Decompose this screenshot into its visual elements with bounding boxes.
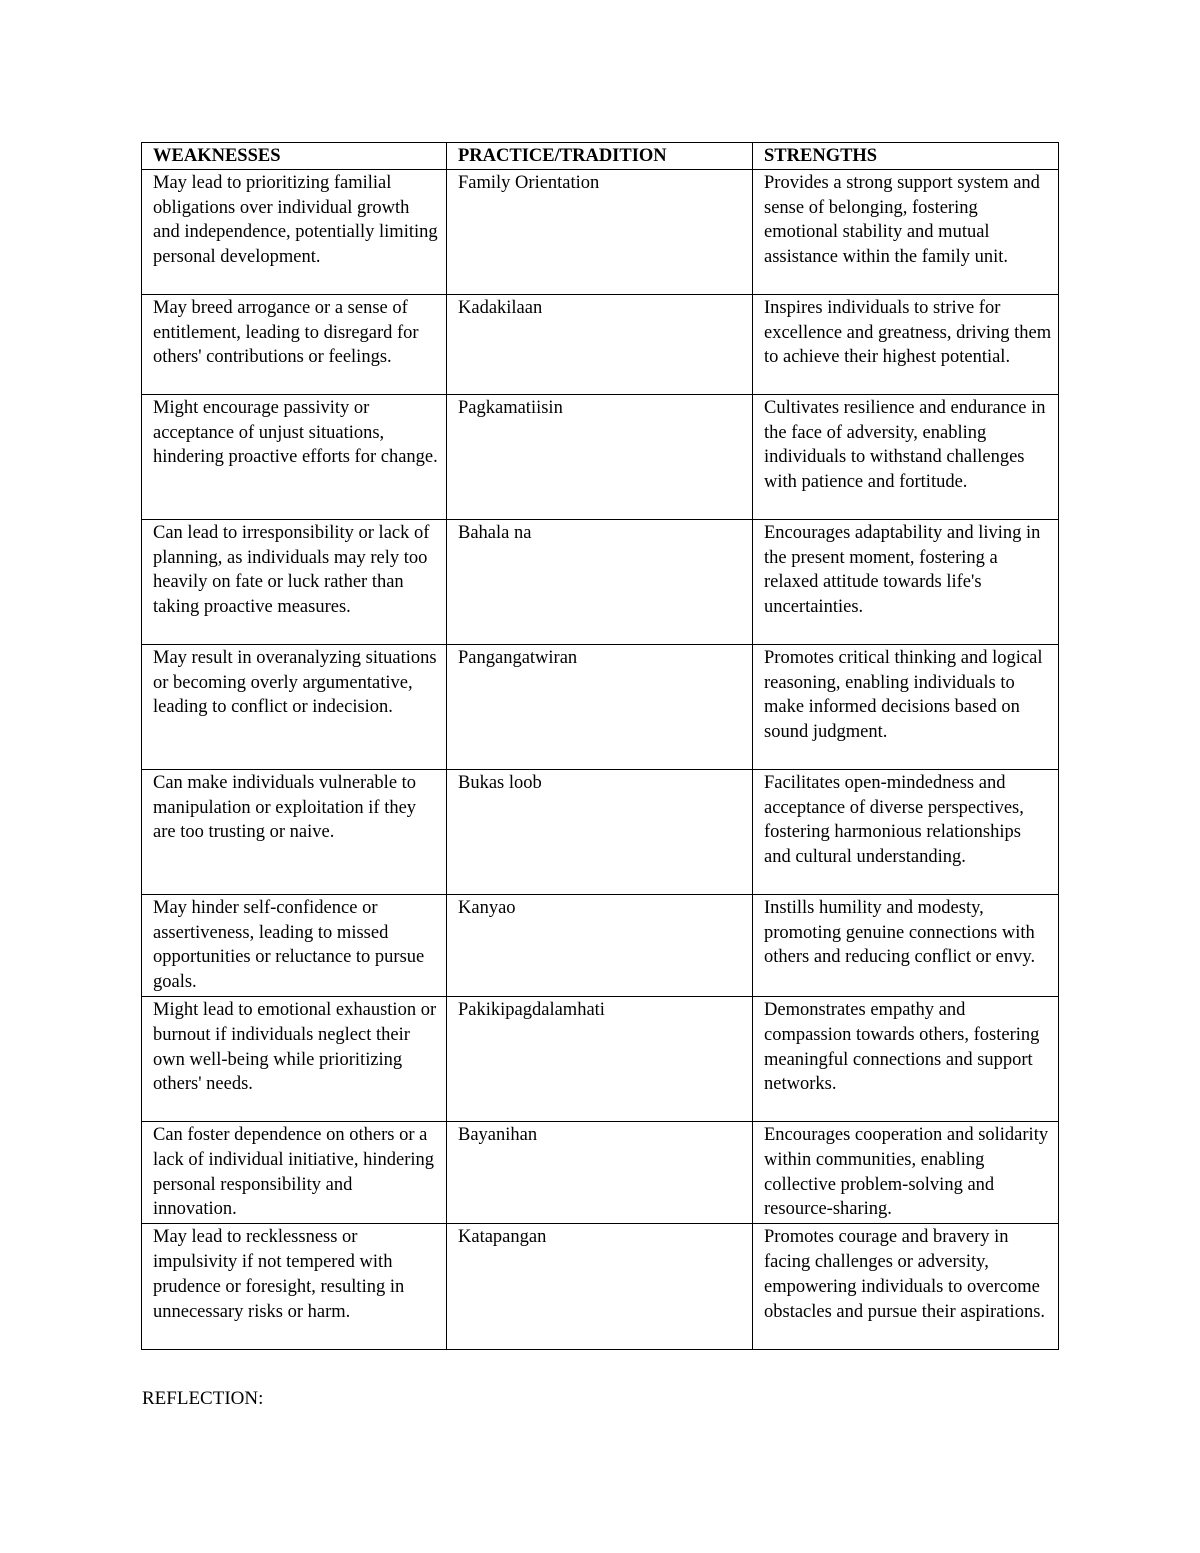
practice-cell: Bahala na — [447, 519, 753, 644]
practice-cell: Pakikipagdalamhati — [447, 996, 753, 1121]
practice-cell: Kanyao — [447, 894, 753, 996]
table-row — [142, 1224, 1059, 1350]
table-row — [142, 996, 1059, 1121]
table-row — [142, 894, 1059, 996]
strength-cell: Instills humility and modesty, promoting genuine connections with others and reducing conflict or envy. — [753, 894, 1059, 996]
strength-cell: Encourages adaptability and living in the present moment, fostering a relaxed attitude towards life's uncertainties. — [753, 519, 1059, 644]
weakness-cell: May breed arrogance or a sense of entitlement, leading to disregard for others' contributions or feelings. — [142, 294, 447, 394]
strength-cell: Cultivates resilience and endurance in the face of adversity, enabling individuals to withstand challenges with patience and fortitude. — [753, 394, 1059, 519]
weakness-cell: Can foster dependence on others or a lack of individual initiative, hindering personal responsibility and innovation. — [142, 1121, 447, 1223]
values-table — [141, 142, 1059, 1350]
table-row — [142, 169, 1059, 294]
table-header-row — [142, 143, 1059, 170]
weakness-cell: May hinder self-confidence or assertiveness, leading to missed opportunities or reluctance to pursue goals. — [142, 894, 447, 996]
table-row — [142, 294, 1059, 394]
weakness-cell: May lead to prioritizing familial obligations over individual growth and independence, potentially limiting personal development. — [142, 169, 447, 294]
strength-cell: Promotes critical thinking and logical reasoning, enabling individuals to make informed decisions based on sound judgment. — [753, 644, 1059, 769]
strength-cell: Facilitates open-mindedness and acceptance of diverse perspectives, fostering harmonious relationships and cultural understanding. — [753, 769, 1059, 894]
practice-cell: Katapangan — [447, 1224, 753, 1350]
practice-cell: Bayanihan — [447, 1121, 753, 1223]
practice-cell: Pagkamatiisin — [447, 394, 753, 519]
strength-cell: Inspires individuals to strive for excellence and greatness, driving them to achieve their highest potential. — [753, 294, 1059, 394]
header-strengths: STRENGTHS — [753, 143, 1059, 170]
practice-cell: Bukas loob — [447, 769, 753, 894]
table-row — [142, 1121, 1059, 1223]
strength-cell: Provides a strong support system and sense of belonging, fostering emotional stability and mutual assistance within the family unit. — [753, 169, 1059, 294]
weakness-cell: Can lead to irresponsibility or lack of planning, as individuals may rely too heavily on fate or luck rather than taking proactive measures. — [142, 519, 447, 644]
weakness-cell: Might lead to emotional exhaustion or burnout if individuals neglect their own well-being while prioritizing others' needs. — [142, 996, 447, 1121]
weakness-cell: May result in overanalyzing situations or becoming overly argumentative, leading to conflict or indecision. — [142, 644, 447, 769]
table-row — [142, 519, 1059, 644]
weakness-cell: Might encourage passivity or acceptance of unjust situations, hindering proactive efforts for change. — [142, 394, 447, 519]
weakness-cell: Can make individuals vulnerable to manipulation or exploitation if they are too trusting or naive. — [142, 769, 447, 894]
table-row — [142, 769, 1059, 894]
strength-cell: Encourages cooperation and solidarity within communities, enabling collective problem-solving and resource-sharing. — [753, 1121, 1059, 1223]
strength-cell: Demonstrates empathy and compassion towards others, fostering meaningful connections and support networks. — [753, 996, 1059, 1121]
practice-cell: Family Orientation — [447, 169, 753, 294]
header-practice-tradition: PRACTICE/TRADITION — [447, 143, 753, 170]
practice-cell: Kadakilaan — [447, 294, 753, 394]
practice-cell: Pangangatwiran — [447, 644, 753, 769]
weakness-cell: May lead to recklessness or impulsivity if not tempered with prudence or foresight, resulting in unnecessary risks or harm. — [142, 1224, 447, 1350]
table-row — [142, 394, 1059, 519]
reflection-label: REFLECTION: — [142, 1388, 264, 1409]
header-weaknesses: WEAKNESSES — [142, 143, 447, 170]
table-row — [142, 644, 1059, 769]
strength-cell: Promotes courage and bravery in facing challenges or adversity, empowering individuals to overcome obstacles and pursue their aspirations. — [753, 1224, 1059, 1350]
